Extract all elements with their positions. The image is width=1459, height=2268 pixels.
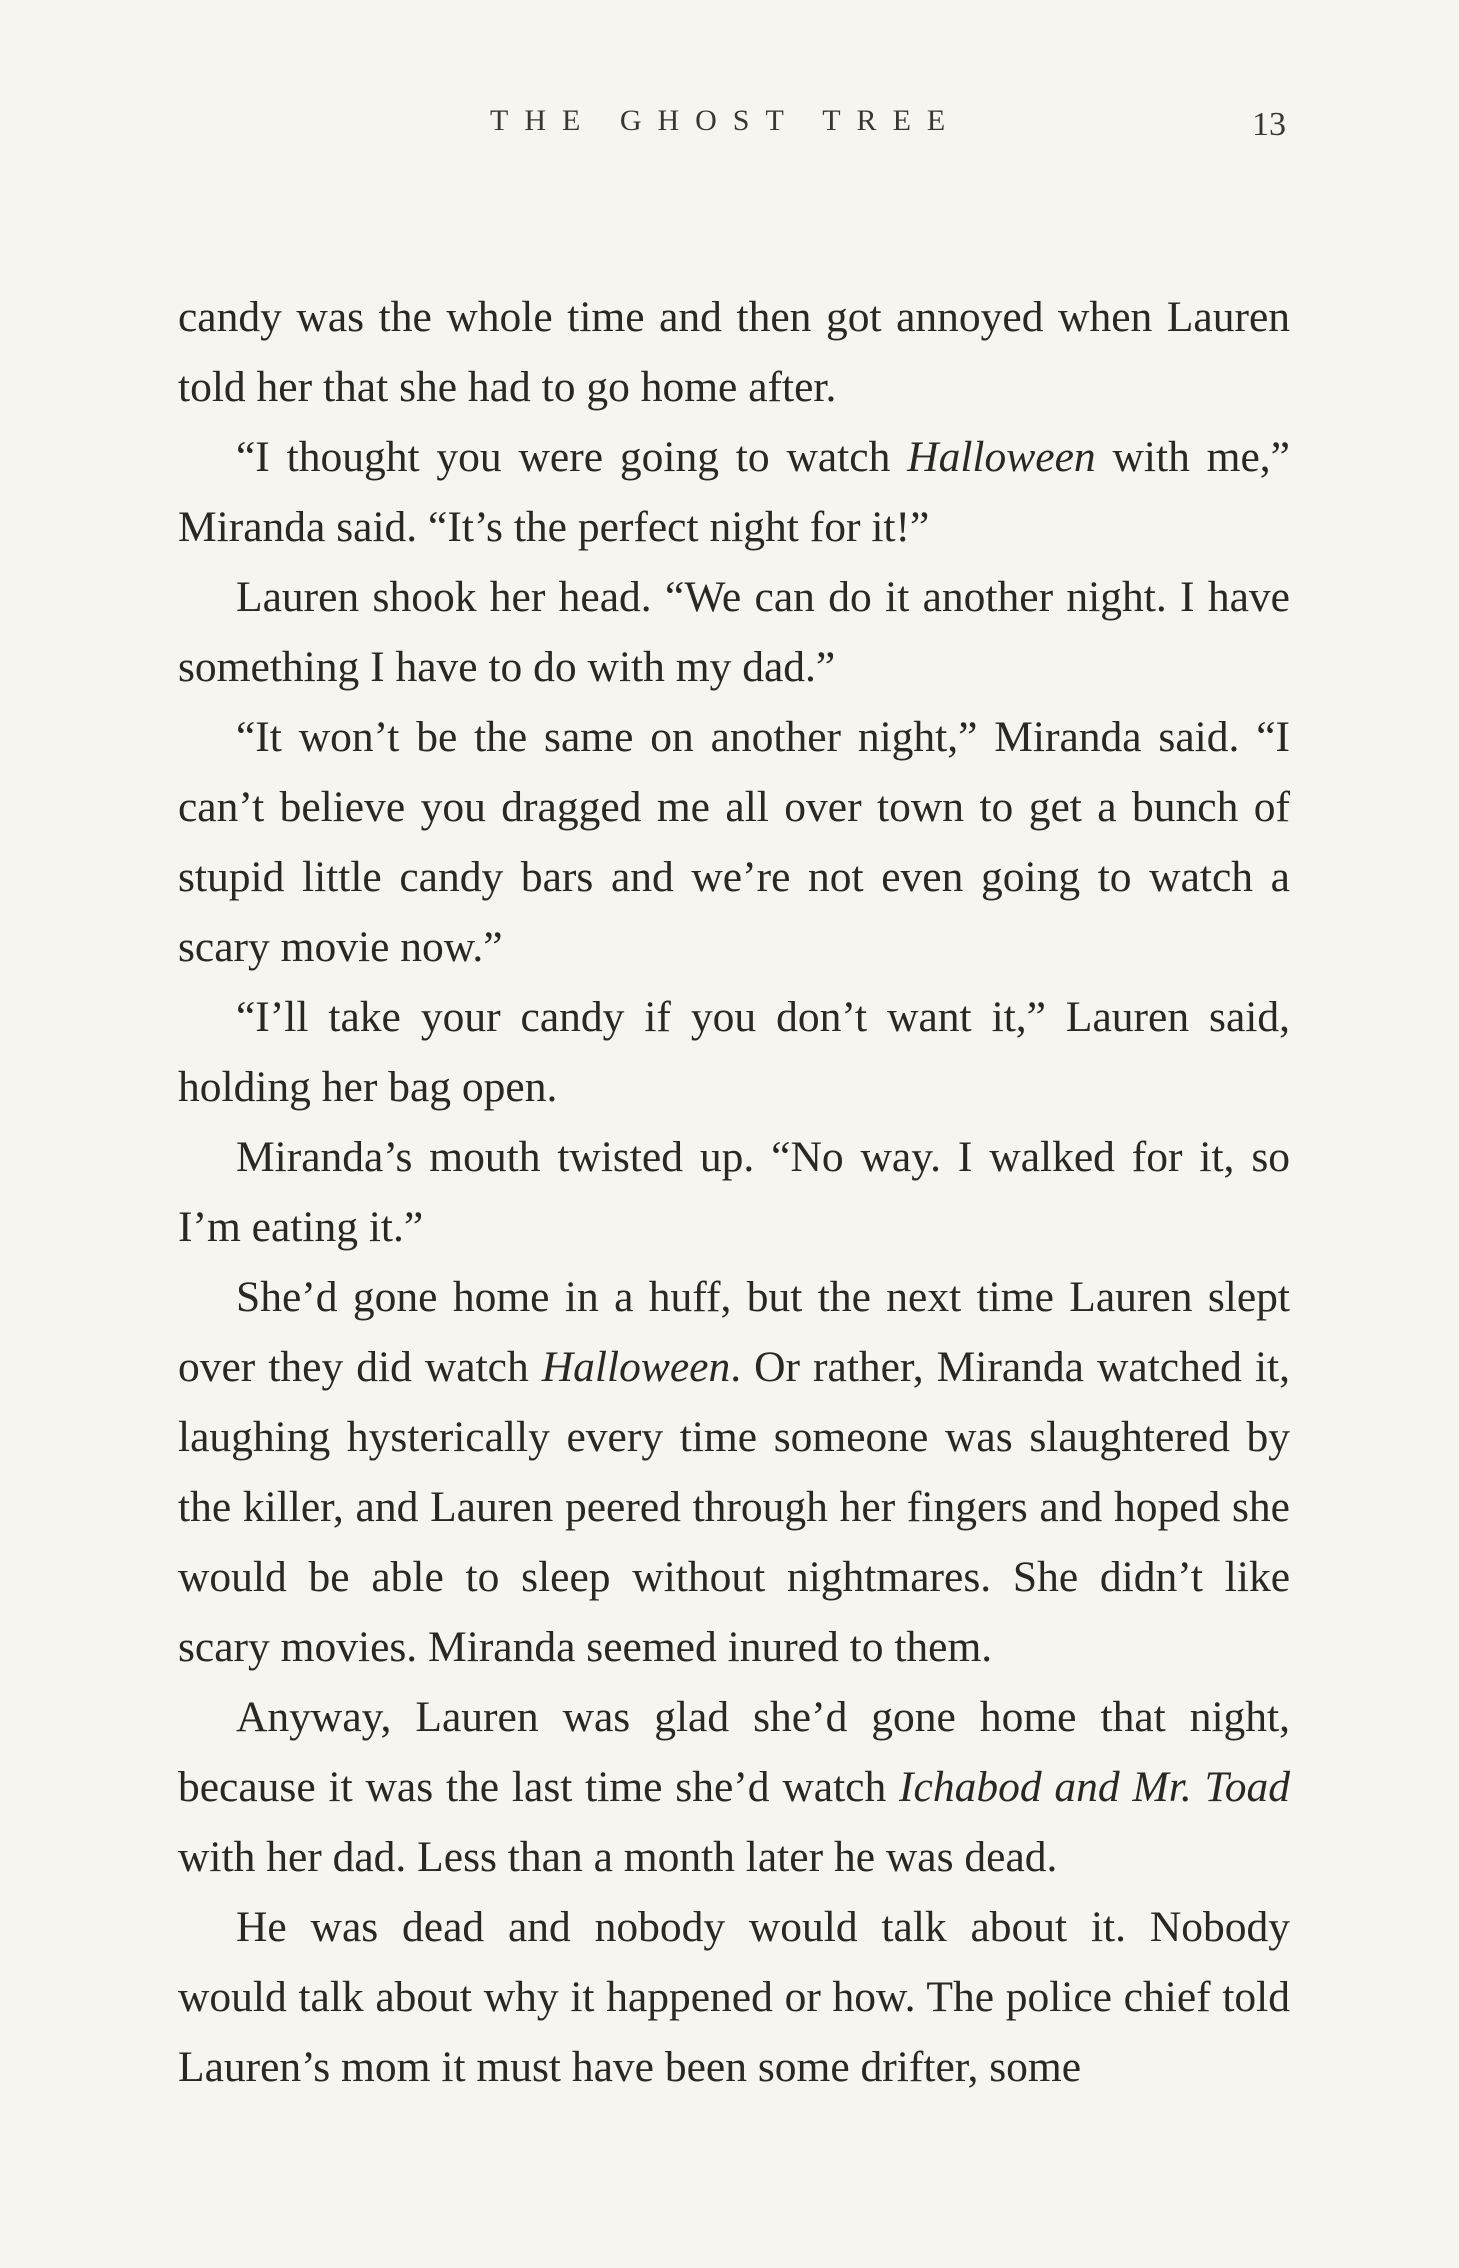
text-segment: with me,” Miranda said. “It’s the perfect night for it!”	[178, 433, 1290, 551]
text-segment: Anyway, Lauren was glad she’d gone home that night, because it was the last time she’d watch	[178, 1693, 1290, 1811]
text-segment: “I’ll take your candy if you don’t want it,” Lauren said, holding her bag open.	[178, 993, 1290, 1111]
running-title: THE GHOST TREE	[490, 104, 962, 137]
paragraph	[178, 1682, 1290, 1892]
paragraph	[178, 562, 1290, 702]
text-segment: She’d gone home in a huff, but the next time Lauren slept over they did watch	[178, 1273, 1290, 1391]
text-segment: with her dad. Less than a month later he was dead.	[178, 1833, 1058, 1881]
text-segment: “It won’t be the same on another night,” Miranda said. “I can’t believe you dragged me all over town to get a bunch of stupid little candy bars and we’re not even going to watch a scary movie now.”	[178, 713, 1290, 971]
body-text	[178, 282, 1290, 2102]
paragraph	[178, 982, 1290, 1122]
paragraph	[178, 422, 1290, 562]
italic-title: Halloween	[907, 433, 1096, 481]
paragraph	[178, 1892, 1290, 2102]
paragraph	[178, 282, 1290, 422]
text-segment: candy was the whole time and then got annoyed when Lauren told her that she had to go home after.	[178, 293, 1290, 411]
paragraph	[178, 1122, 1290, 1262]
page-number: 13	[1252, 106, 1286, 143]
text-segment: Lauren shook her head. “We can do it another night. I have something I have to do with my dad.”	[178, 573, 1290, 691]
paragraph	[178, 702, 1290, 982]
italic-title: Halloween	[541, 1343, 731, 1391]
text-segment: Miranda’s mouth twisted up. “No way. I walked for it, so I’m eating it.”	[178, 1133, 1290, 1251]
text-segment: He was dead and nobody would talk about it. Nobody would talk about why it happened or how. The police chief told Lauren’s mom it must have been some drifter, some	[178, 1903, 1290, 2091]
italic-title: Ichabod and Mr. Toad	[899, 1763, 1290, 1811]
paragraph	[178, 1262, 1290, 1682]
text-segment: “I thought you were going to watch	[236, 433, 908, 481]
running-header	[0, 100, 1459, 150]
text-segment: . Or rather, Miranda watched it, laughing hysterically every time someone was slaughtered by the killer, and Lauren peered through her fingers and hoped she would be able to sleep without nightmares. She didn’t like scary movies. Miranda seemed inured to them.	[178, 1343, 1290, 1671]
